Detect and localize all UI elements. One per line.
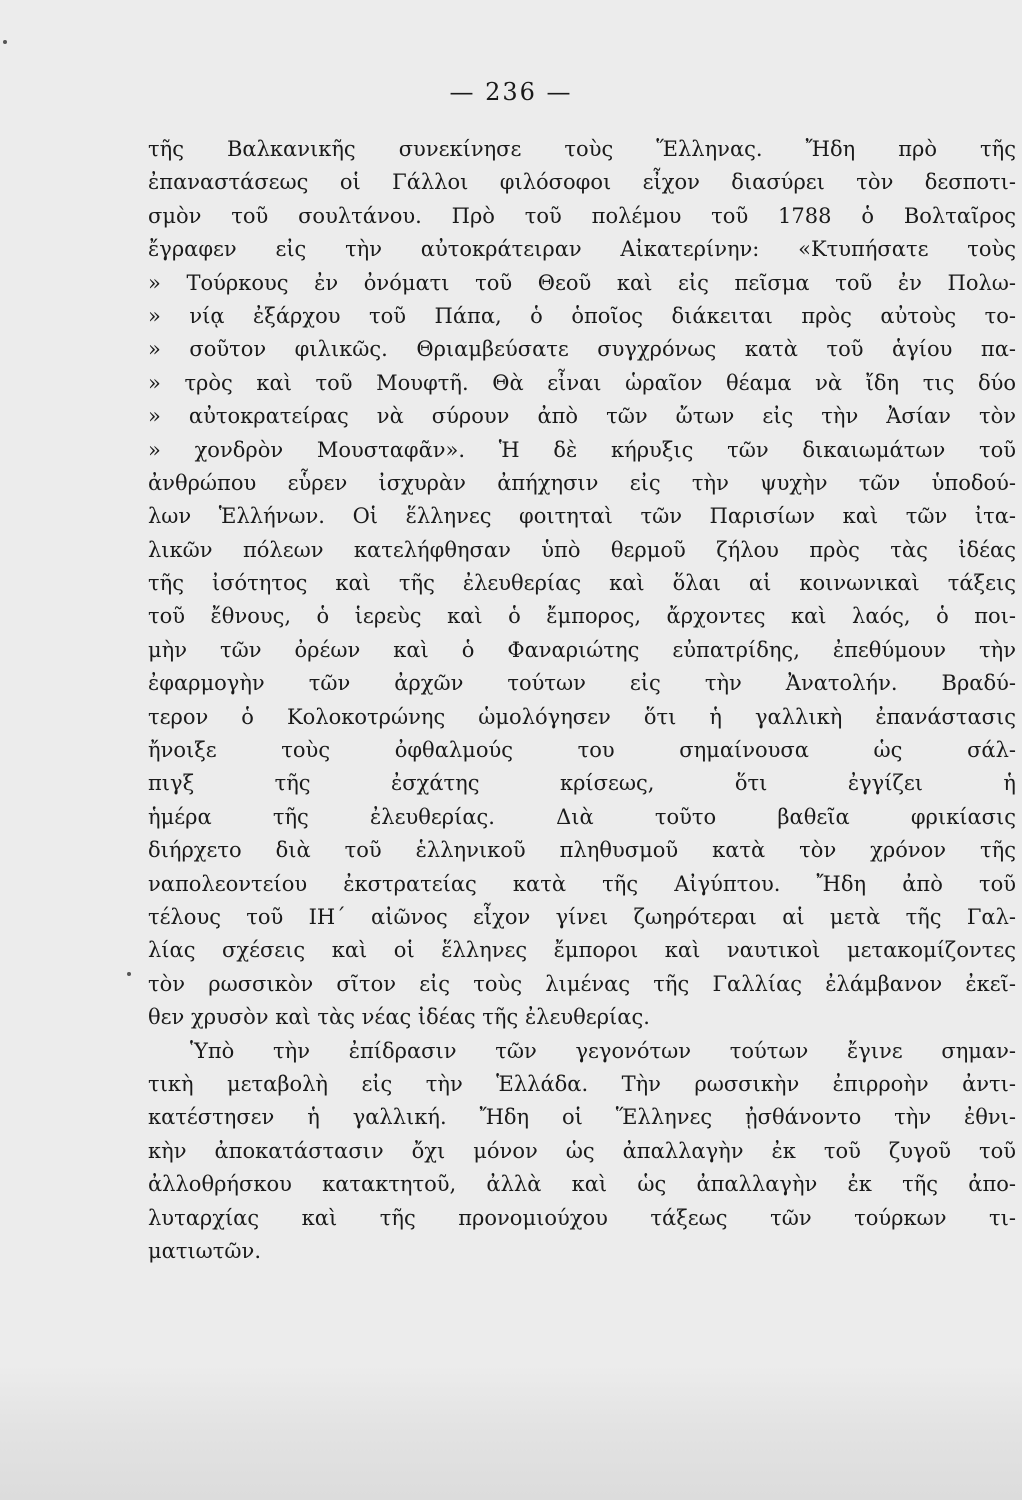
paragraph-1: [148, 133, 1016, 1035]
text-line: » νίᾳ ἐξάρχου τοῦ Πάπα, ὁ ὁποῖος διάκειται πρὸς αὐτοὺς το-: [148, 303, 1016, 328]
text-line: λυταρχίας καὶ τῆς προνομιούχου τάξεως τῶν τούρκων τι-: [148, 1205, 1016, 1230]
text-line: θεν χρυσὸν καὶ τὰς νέας ἰδέας τῆς ἐλευθερίας.: [148, 1005, 650, 1030]
text-line: ἐπαναστάσεως οἱ Γάλλοι φιλόσοφοι εἶχον διασύρει τὸν δεσποτι-: [148, 170, 1016, 195]
text-line: πιγξ τῆς ἐσχάτης κρίσεως, ὅτι ἐγγίζει ἡ: [148, 771, 1016, 796]
text-line: ἡμέρα τῆς ἐλευθερίας. Διὰ τοῦτο βαθεῖα φρικίασις: [148, 804, 1016, 829]
text-line: » χονδρὸν Μουσταφᾶν». Ἡ δὲ κήρυξις τῶν δικαιωμάτων τοῦ: [148, 437, 1016, 462]
text-line: Ὑπὸ τὴν ἐπίδρασιν τῶν γεγονότων τούτων ἔγινε σημαν-: [190, 1038, 1016, 1063]
text-line: ναπολεοντείου ἐκστρατείας κατὰ τῆς Αἰγύπτου. Ἤδη ἀπὸ τοῦ: [148, 871, 1016, 896]
text-line: διήρχετο διὰ τοῦ ἑλληνικοῦ πληθυσμοῦ κατὰ τὸν χρόνον τῆς: [148, 838, 1016, 863]
text-line: κὴν ἀποκατάστασιν ὄχι μόνον ὡς ἀπαλλαγὴν ἐκ τοῦ ζυγοῦ τοῦ: [148, 1138, 1016, 1163]
text-line: » σοῦτον φιλικῶς. Θριαμβεύσατε συγχρόνως κατὰ τοῦ ἁγίου πα-: [148, 337, 1016, 362]
scan-speck: [127, 972, 131, 976]
text-line: λων Ἑλλήνων. Οἱ ἕλληνες φοιτηταὶ τῶν Παρισίων καὶ τῶν ἰτα-: [148, 504, 1016, 529]
text-line: μὴν τῶν ὀρέων καὶ ὁ Φαναριώτης εὐπατρίδης, ἐπεθύμουν τὴν: [148, 637, 1016, 662]
text-line: ἔγραφεν εἰς τὴν αὐτοκράτειραν Αἰκατερίνην: «Κτυπήσατε τοὺς: [148, 237, 1016, 262]
text-line: » αὐτοκρατείρας νὰ σύρουν ἀπὸ τῶν ὤτων εἰς τὴν Ἀσίαν τὸν: [148, 404, 1016, 429]
text-line: τερον ὁ Κολοκοτρώνης ὡμολόγησεν ὅτι ἡ γαλλικὴ ἐπανάστασις: [148, 704, 1016, 729]
scan-speck: [3, 40, 7, 44]
text-line: λίας σχέσεις καὶ οἱ ἕλληνες ἔμποροι καὶ ναυτικοὶ μετακομίζοντες: [148, 938, 1016, 963]
text-line: ἀνθρώπου εὗρεν ἰσχυρὰν ἀπήχησιν εἰς τὴν ψυχὴν τῶν ὑποδού-: [148, 470, 1016, 495]
text-line: ματιωτῶν.: [148, 1238, 261, 1263]
text-line: » Τούρκους ἐν ὀνόματι τοῦ Θεοῦ καὶ εἰς πεῖσμα τοῦ ἐν Πολω-: [148, 270, 1016, 295]
text-line: » τρὸς καὶ τοῦ Μουφτῆ. Θὰ εἶναι ὡραῖον θέαμα νὰ ἴδη τις δύο: [148, 370, 1016, 395]
page-number: — 236 —: [449, 78, 573, 106]
body-text: [148, 133, 1016, 1268]
text-line: τοῦ ἔθνους, ὁ ἱερεὺς καὶ ὁ ἔμπορος, ἄρχοντες καὶ λαός, ὁ ποι-: [148, 604, 1016, 629]
text-line: τῆς Βαλκανικῆς συνεκίνησε τοὺς Ἕλληνας. Ἤδη πρὸ τῆς: [148, 137, 1016, 161]
text-line: τῆς ἰσότητος καὶ τῆς ἐλευθερίας καὶ ὅλαι αἱ κοινωνικαὶ τάξεις: [148, 571, 1016, 596]
text-line: τὸν ρωσσικὸν σῖτον εἰς τοὺς λιμένας τῆς Γαλλίας ἐλάμβανον ἐκεῖ-: [148, 971, 1016, 996]
text-line: λικῶν πόλεων κατελήφθησαν ὑπὸ θερμοῦ ζήλου πρὸς τὰς ἰδέας: [148, 537, 1016, 562]
text-line: τικὴ μεταβολὴ εἰς τὴν Ἑλλάδα. Τὴν ρωσσικὴν ἐπιρροὴν ἀντι-: [148, 1071, 1016, 1096]
bleed-through-shadow: [0, 1365, 1022, 1500]
text-line: τέλους τοῦ ΙΗ΄ αἰῶνος εἶχον γίνει ζωηρότεραι αἱ μετὰ τῆς Γαλ-: [148, 904, 1016, 929]
paragraph-2: [148, 1035, 1016, 1269]
text-line: κατέστησεν ἡ γαλλική. Ἤδη οἱ Ἕλληνες ᾐσθάνοντο τὴν ἐθνι-: [148, 1105, 1016, 1130]
text-line: ἤνοιξε τοὺς ὀφθαλμούς του σημαίνουσα ὡς σάλ-: [148, 738, 1016, 763]
text-line: ἀλλοθρήσκου κατακτητοῦ, ἀλλὰ καὶ ὡς ἀπαλλαγὴν ἐκ τῆς ἀπο-: [148, 1172, 1016, 1197]
text-line: σμὸν τοῦ σουλτάνου. Πρὸ τοῦ πολέμου τοῦ 1788 ὁ Βολταῖρος: [148, 203, 1016, 228]
text-line: ἐφαρμογὴν τῶν ἀρχῶν τούτων εἰς τὴν Ἀνατολήν. Βραδύ-: [148, 671, 1016, 696]
